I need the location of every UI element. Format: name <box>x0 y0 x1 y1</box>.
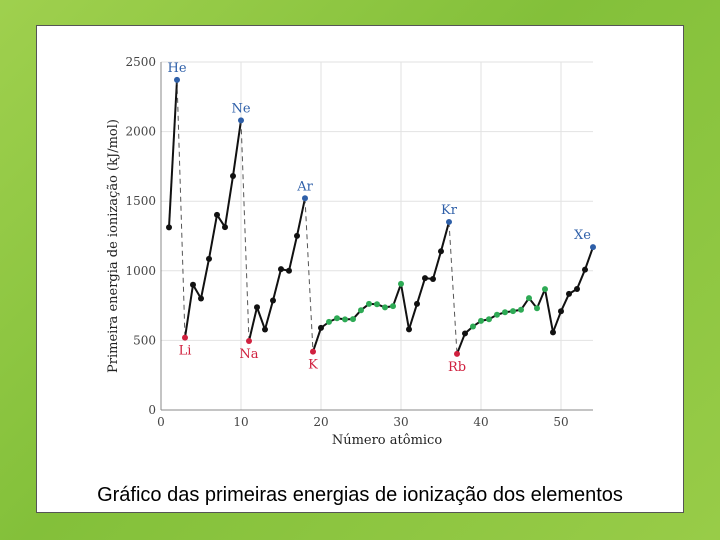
element-labels <box>167 61 591 375</box>
data-point-alkali-metal <box>182 335 188 341</box>
x-tick-label: 20 <box>313 415 329 429</box>
series-segment <box>273 269 281 300</box>
data-point-transition-metal <box>366 301 372 307</box>
data-point <box>294 233 300 239</box>
series-segment <box>201 259 209 299</box>
data-point <box>582 267 588 273</box>
period-break-connector <box>241 120 249 341</box>
data-point-transition-metal <box>478 318 484 324</box>
data-point-noble-gas <box>590 244 596 250</box>
data-point-transition-metal <box>534 305 540 311</box>
series-segment <box>249 307 257 341</box>
y-axis-title: Primeira energia de ionização (kJ/mol) <box>106 119 121 373</box>
x-tick-label: 40 <box>473 415 489 429</box>
element-label-k: K <box>308 357 318 373</box>
data-point-transition-metal <box>542 286 548 292</box>
data-point <box>414 301 420 307</box>
data-point <box>278 266 284 272</box>
data-point-transition-metal <box>518 307 524 313</box>
series-segment <box>185 285 193 338</box>
data-point <box>550 329 556 335</box>
y-tick-label: 500 <box>133 333 156 348</box>
data-point <box>566 291 572 297</box>
data-point <box>318 325 324 331</box>
series-segment <box>409 304 417 329</box>
data-point-transition-metal <box>342 316 348 322</box>
data-points <box>166 77 596 357</box>
series-segment <box>265 300 273 329</box>
data-point-alkali-metal <box>246 338 252 344</box>
data-point-transition-metal <box>510 308 516 314</box>
series-segment <box>209 215 217 259</box>
series-segment <box>169 80 177 228</box>
data-point-noble-gas <box>174 77 180 83</box>
series-segment <box>585 247 593 270</box>
data-point <box>254 304 260 310</box>
element-label-rb: Rb <box>447 359 467 375</box>
data-point <box>438 248 444 254</box>
series-segment <box>233 120 241 176</box>
data-point-transition-metal <box>398 281 404 287</box>
data-point <box>206 256 212 262</box>
data-point <box>422 275 428 281</box>
data-point-transition-metal <box>526 295 532 301</box>
y-tick-label: 2500 <box>125 55 156 69</box>
data-point-transition-metal <box>326 319 332 325</box>
series-segment <box>457 333 465 353</box>
x-tick-label: 30 <box>393 415 409 429</box>
data-point-noble-gas <box>446 219 452 225</box>
data-point <box>222 224 228 230</box>
series-segment <box>545 289 553 332</box>
series-segment <box>433 251 441 279</box>
series-lines <box>169 80 593 354</box>
series-segment <box>289 236 297 271</box>
series-segment <box>393 284 401 306</box>
x-axis-title: Número atômico <box>331 433 443 448</box>
data-point-transition-metal <box>494 312 500 318</box>
y-tick-label: 1500 <box>125 194 156 209</box>
data-point <box>430 276 436 282</box>
series-segment <box>417 278 425 304</box>
chart-panel <box>36 25 684 513</box>
series-segment <box>441 222 449 251</box>
grid <box>161 62 593 410</box>
element-label-kr: Kr <box>441 202 457 218</box>
data-point-transition-metal <box>382 304 388 310</box>
y-tick-label: 2000 <box>125 124 156 139</box>
element-label-ne: Ne <box>231 101 251 117</box>
data-point-noble-gas <box>238 117 244 123</box>
data-point <box>286 268 292 274</box>
series-segment <box>553 311 561 332</box>
y-tick-label: 0 <box>148 403 156 417</box>
axes <box>106 55 593 448</box>
data-point <box>262 327 268 333</box>
data-point-transition-metal <box>502 309 508 315</box>
element-label-ar: Ar <box>297 179 313 195</box>
data-point <box>166 224 172 230</box>
series-segment <box>313 328 321 352</box>
data-point-alkali-metal <box>310 349 316 355</box>
data-point <box>198 296 204 302</box>
data-point-transition-metal <box>486 316 492 322</box>
period-break-connector <box>305 198 313 351</box>
data-point <box>230 173 236 179</box>
series-segment <box>577 270 585 289</box>
x-tick-label: 10 <box>233 415 249 429</box>
data-point-alkali-metal <box>454 351 460 357</box>
series-segment <box>537 289 545 308</box>
x-tick-label: 0 <box>157 415 165 429</box>
period-break-connector <box>449 222 457 354</box>
data-point <box>406 326 412 332</box>
data-point-transition-metal <box>334 315 340 321</box>
data-point-transition-metal <box>358 307 364 313</box>
data-point <box>462 330 468 336</box>
data-point <box>214 212 220 218</box>
data-point <box>270 297 276 303</box>
element-label-li: Li <box>178 343 192 359</box>
element-label-na: Na <box>239 346 259 362</box>
series-segment <box>297 198 305 236</box>
figure-caption: Gráfico das primeiras energias de ionização dos elementos <box>97 484 623 506</box>
x-tick-label: 50 <box>553 415 569 429</box>
data-point-transition-metal <box>350 316 356 322</box>
period-break-connector <box>177 80 185 338</box>
data-point <box>574 286 580 292</box>
element-label-xe: Xe <box>574 228 591 244</box>
series-segment <box>401 284 409 330</box>
data-point <box>190 282 196 288</box>
ionization-energy-chart <box>37 26 683 512</box>
element-label-he: He <box>167 60 187 76</box>
data-point-transition-metal <box>374 301 380 307</box>
y-tick-label: 1000 <box>125 263 156 278</box>
data-point-transition-metal <box>470 323 476 329</box>
data-point-noble-gas <box>302 195 308 201</box>
data-point <box>558 308 564 314</box>
data-point-transition-metal <box>390 303 396 309</box>
series-segment <box>257 307 265 329</box>
